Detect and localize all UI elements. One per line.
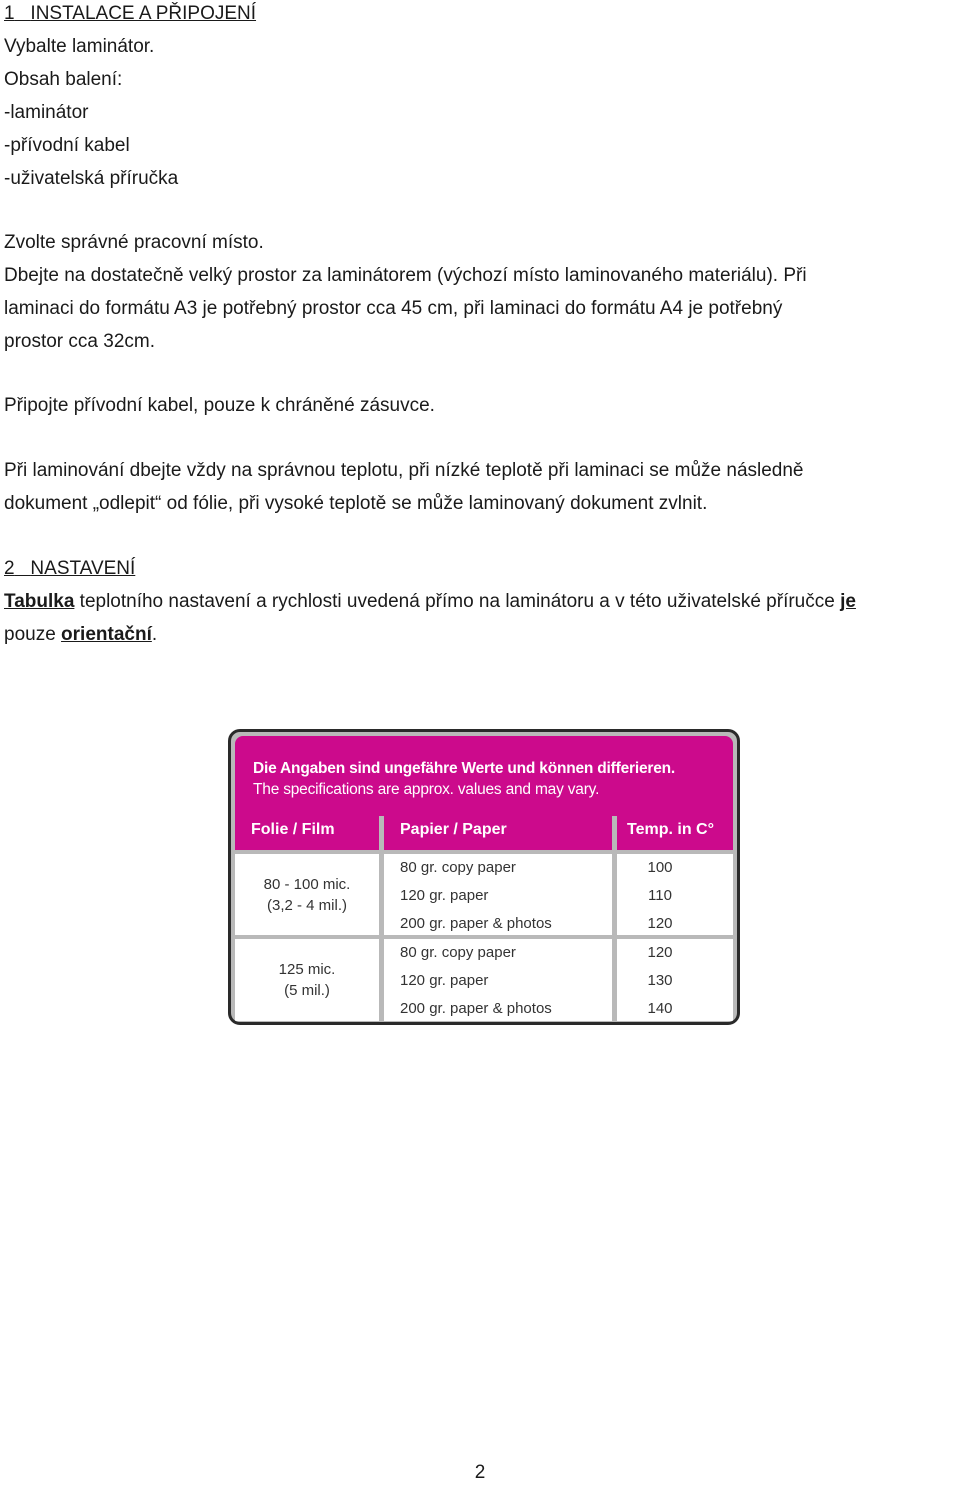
package-item-manual: -uživatelská příručka [4,168,179,189]
temp-cell-group-2 [617,939,733,1021]
section-1-number: 1 [4,3,15,24]
column-header-paper: Papier / Paper [384,810,612,850]
table-note-de: Die Angaben sind ungefähre Werte und können differieren. [253,760,675,777]
je-word: je [840,591,856,612]
film-thickness: 80 - 100 mic. [263,875,351,893]
film-thickness-mil: (5 mil.) [284,982,330,999]
workplace-line-3: laminaci do formátu A3 je potřebný prostor cca 45 cm, při laminaci do formátu A4 je potřebný [4,298,783,319]
table-row-temp: 110 [648,887,672,904]
table-row-paper: 200 gr. paper & photos [400,915,552,932]
cable-instruction: Připojte přívodní kabel, pouze k chráněné zásuvce. [4,395,435,416]
table-row-temp: 120 [647,915,673,932]
paper-cell-group-2 [384,939,612,1021]
table-row-paper: 80 gr. copy paper [400,859,516,876]
package-item-cable: -přívodní kabel [4,135,130,156]
settings-line-2-start: pouze [4,624,62,645]
tabulka-word: Tabulka [4,591,75,612]
package-contents-label: Obsah balení: [4,69,123,90]
temperature-line-1: Při laminování dbejte vždy na správnou teplotu, při nízké teplotě při laminaci se může následně [4,460,804,481]
film-cell-group-1 [235,854,379,935]
workplace-line-2: Dbejte na dostatečně velký prostor za laminátorem (výchozí místo laminovaného materiálu). Při [4,265,807,286]
section-2-number: 2 [4,558,15,579]
page-number: 2 [474,1462,486,1483]
film-thickness: 125 mic. [278,961,336,978]
table-note-en: The specifications are approx. values and may vary. [253,781,600,798]
temperature-line-2: dokument „odlepit“ od fólie, při vysoké teplotě se může laminovaný dokument zvlnit. [4,493,708,514]
section-1-heading [4,0,256,30]
temp-cell-group-1 [617,854,733,935]
workplace-line-1: Zvolte správné pracovní místo. [4,232,264,253]
section-2-heading [4,552,135,585]
table-row-temp: 100 [647,859,673,876]
film-thickness-mil: (3,2 - 4 mil.) [266,896,347,914]
table-row-paper: 200 gr. paper & photos [400,1000,552,1017]
table-row-paper: 120 gr. paper [400,887,489,904]
table-row-temp: 140 [647,1000,673,1017]
column-header-temp: Temp. in C° [617,810,733,850]
workplace-line-4: prostor cca 32cm. [4,331,155,352]
table-row-paper: 80 gr. copy paper [400,944,516,961]
settings-line-1 [4,585,856,618]
laminator-settings-table [228,729,740,1025]
table-row-paper: 120 gr. paper [400,972,489,989]
settings-line-1-text: teplotního nastavení a rychlosti uvedená přímo na laminátoru a v této uživatelské příručce [74,591,841,612]
package-item-laminator: -laminátor [4,102,89,123]
orientacni-word: orientační [61,624,152,645]
table-note-banner [235,736,733,816]
column-header-film: Folie / Film [235,810,379,850]
table-row-temp: 120 [647,944,673,961]
unpack-line: Vybalte laminátor. [4,36,155,57]
settings-line-2-end: . [151,624,158,645]
table-row-temp: 130 [647,972,673,989]
section-2-title: NASTAVENÍ [30,558,136,579]
film-cell-group-2 [235,939,379,1021]
settings-line-2 [4,618,157,651]
paper-cell-group-1 [384,854,612,935]
section-1-title: INSTALACE A PŘIPOJENÍ [30,3,257,24]
